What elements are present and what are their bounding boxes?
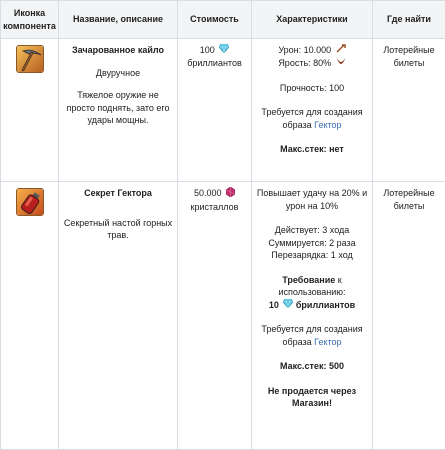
potion-icon: [16, 188, 44, 216]
item-cost: [182, 44, 247, 57]
header-characteristics: Характеристики: [252, 1, 373, 39]
where-cell: Лотерейные билеты: [373, 182, 445, 450]
item-cost: [182, 187, 247, 201]
stat-max-stack: Макс.стек: нет: [280, 144, 344, 155]
cost-amount: 50.000: [193, 188, 222, 199]
where-cell: Лотерейные билеты: [373, 39, 445, 182]
stat-requirement: Требование к использованию:: [278, 274, 346, 297]
diamond-icon: [283, 299, 293, 312]
stat-requirement-value: 10 бриллиантов: [268, 299, 356, 310]
cost-currency: бриллиантов: [187, 57, 242, 68]
horns-icon: [336, 57, 346, 70]
item-description: Секретный настой горных трав.: [63, 217, 173, 240]
stat-max-stack: Макс.стек: 500: [280, 361, 344, 372]
crystal-icon: [226, 187, 235, 201]
diamond-icon: [219, 44, 229, 57]
stat-duration: Действует: 3 хода: [274, 225, 350, 235]
hector-link[interactable]: Гектор: [314, 336, 342, 347]
header-name: Название, описание: [59, 1, 178, 39]
stat-damage: Урон: 10.000: [256, 44, 368, 57]
item-name: Зачарованное кайло: [71, 45, 165, 55]
hector-link[interactable]: Гектор: [314, 119, 342, 130]
item-description: Тяжелое оружие не просто поднять, зато его удары мощны.: [66, 90, 170, 125]
header-icon: Иконка компонента: [1, 1, 59, 39]
sword-icon: [336, 44, 346, 57]
cost-amount: 100: [199, 45, 215, 55]
stat-effect: Повышает удачу на 20% и урон на 10%: [256, 188, 368, 211]
stat-rage: Ярость: 80%: [256, 57, 368, 70]
item-name: Секрет Гектора: [84, 188, 152, 198]
header-where: Где найти: [373, 1, 445, 39]
pickaxe-icon: [16, 45, 44, 73]
cost-currency: кристаллов: [190, 201, 239, 212]
stat-stacks: Суммируется: 2 раза: [268, 237, 356, 248]
item-type: Двуручное: [95, 67, 141, 78]
stat-not-sold: Не продается через Магазин!: [267, 385, 357, 409]
stat-durability: Прочность: 100: [279, 82, 345, 93]
table-header-row: [1, 1, 445, 39]
table-row: [1, 182, 445, 450]
table-row: [1, 39, 445, 182]
stat-craft: Требуется для создания образа Гектор: [261, 324, 363, 347]
stat-craft: Требуется для создания образа Гектор: [261, 107, 363, 130]
header-cost: Стоимость: [178, 1, 252, 39]
stat-cooldown: Перезарядка: 1 ход: [271, 250, 353, 260]
